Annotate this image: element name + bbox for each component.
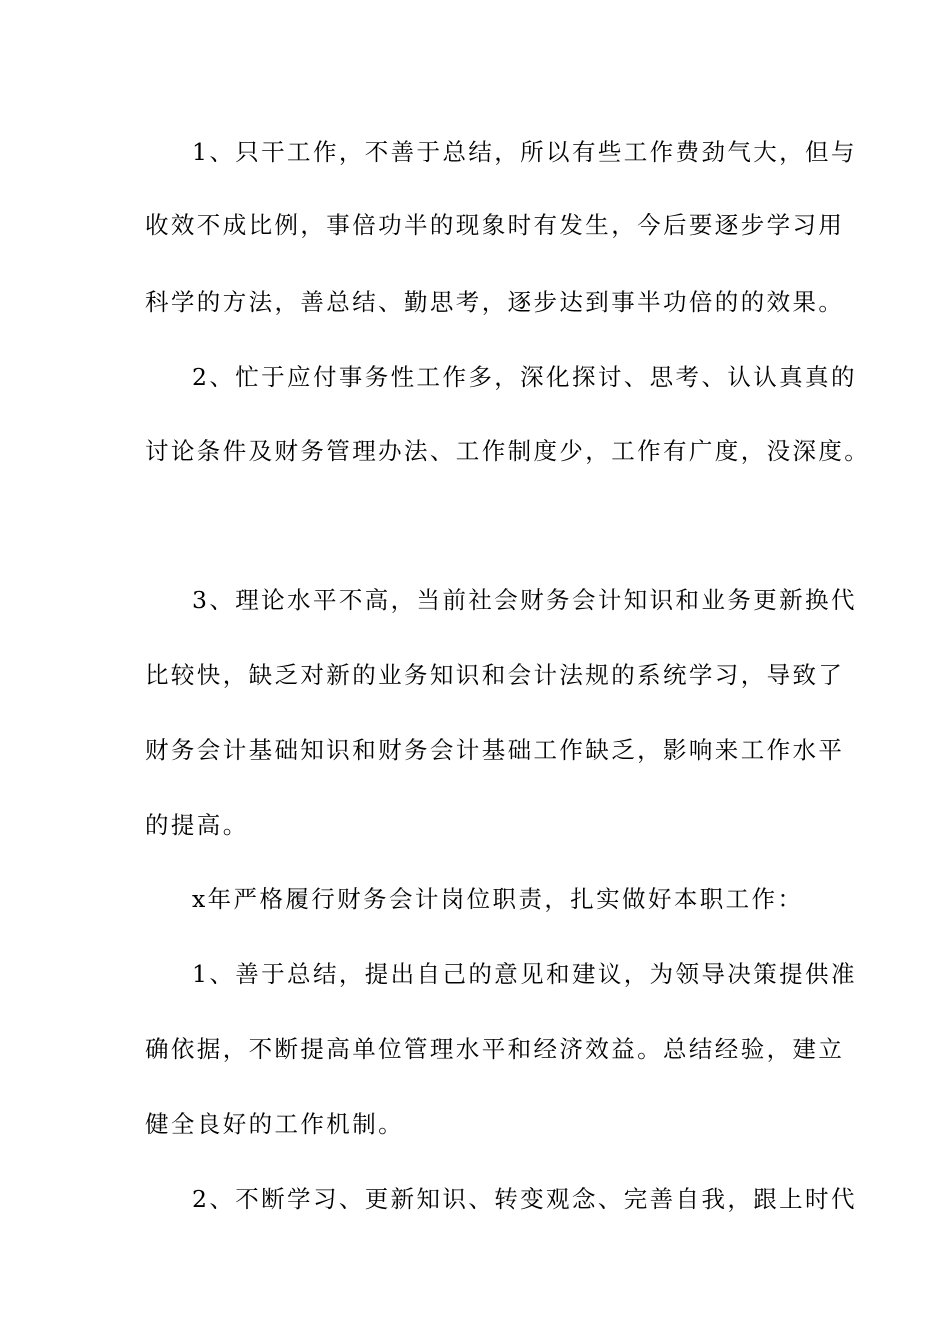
- paragraph-3-line-2: 比较快，缺乏对新的业务知识和会计法规的系统学习，导致了: [145, 661, 845, 689]
- paragraph-5-line-3: 健全良好的工作机制。: [145, 1110, 404, 1138]
- paragraph-1-line-2: 收效不成比例，事倍功半的现象时有发生，今后要逐步学习用: [145, 211, 845, 239]
- paragraph-2-line-2: 讨论条件及财务管理办法、工作制度少，工作有广度，没深度。: [145, 437, 871, 465]
- paragraph-6-line-1: 2、不断学习、更新知识、转变观念、完善自我，跟上时代: [192, 1185, 857, 1213]
- paragraph-5-line-2: 确依据，不断提高单位管理水平和经济效益。总结经验，建立: [145, 1035, 845, 1063]
- paragraph-4-line-1: x年严格履行财务会计岗位职责，扎实做好本职工作：: [192, 885, 804, 913]
- paragraph-3-line-1: 3、理论水平不高，当前社会财务会计知识和业务更新换代: [192, 586, 857, 614]
- paragraph-3-line-4: 的提高。: [145, 811, 249, 839]
- paragraph-1-line-3: 科学的方法，善总结、勤思考，逐步达到事半功倍的的效果。: [145, 288, 845, 316]
- paragraph-5-line-1: 1、善于总结，提出自己的意见和建议，为领导决策提供准: [192, 960, 857, 988]
- paragraph-2-line-1: 2、忙于应付事务性工作多，深化探讨、思考、认认真真的: [192, 363, 857, 391]
- paragraph-1-line-1: 1、只干工作，不善于总结，所以有些工作费劲气大，但与: [192, 138, 857, 166]
- paragraph-3-line-3: 财务会计基础知识和财务会计基础工作缺乏，影响来工作水平: [145, 736, 845, 764]
